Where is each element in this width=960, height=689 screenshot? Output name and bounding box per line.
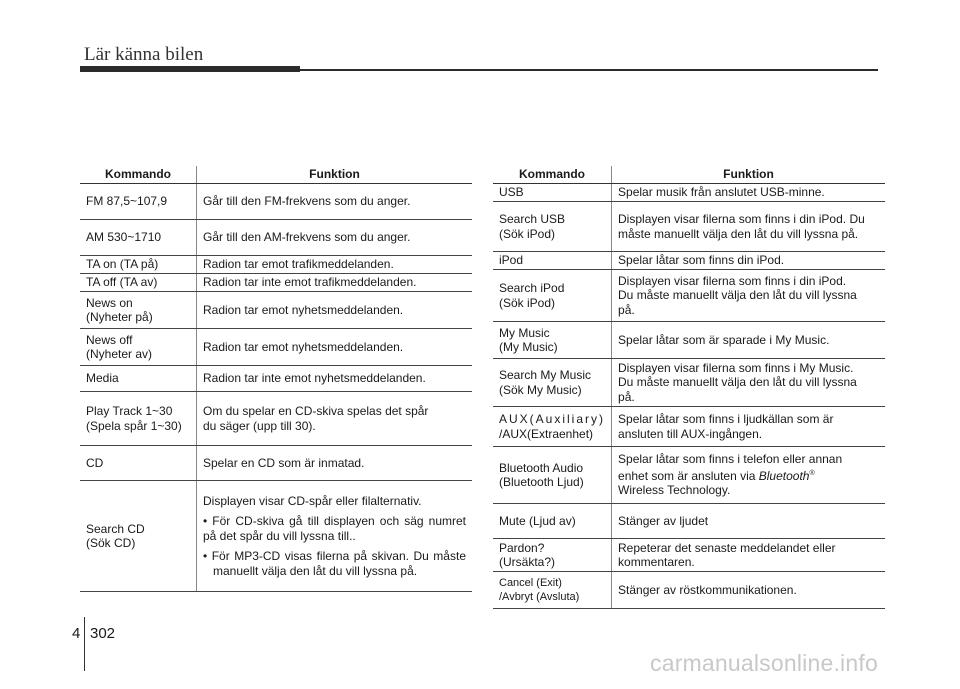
- function-cell: [612, 539, 885, 572]
- function-cell: Stänger av ljudet: [612, 504, 885, 539]
- command-cell: [80, 392, 197, 446]
- function-line: ansluten till AUX-ingången.: [618, 426, 763, 441]
- table-row: [80, 292, 472, 329]
- command-cell: [493, 539, 612, 572]
- command-cell: TA on (TA på): [80, 256, 197, 274]
- command-cell: [80, 329, 197, 366]
- table-row: [80, 446, 472, 481]
- function-line: [618, 467, 879, 484]
- function-cell: [612, 447, 885, 504]
- command-line: (Ursäkta?): [499, 555, 556, 569]
- table-row: [493, 252, 885, 270]
- column-header-command: Kommando: [493, 166, 612, 184]
- table-row: [493, 407, 885, 447]
- command-line: (Sök My Music): [499, 382, 582, 397]
- command-cell: FM 87,5~107,9: [80, 184, 197, 220]
- table-row: [80, 392, 472, 446]
- command-cell: Mute (Ljud av): [493, 504, 612, 539]
- function-cell: [197, 392, 473, 446]
- table-row: [493, 270, 885, 322]
- command-cell: TA off (TA av): [80, 274, 197, 292]
- command-line: (Sök iPod): [499, 226, 556, 241]
- function-line: Displayen visar CD-spår eller filalternativ.: [203, 493, 422, 508]
- function-cell: Radion tar emot nyhetsmeddelanden.: [197, 292, 473, 329]
- command-cell: [493, 572, 612, 609]
- command-line: (Bluetooth Ljud): [499, 475, 584, 489]
- function-cell: Spelar låtar som finns din iPod.: [612, 252, 885, 270]
- function-line: Displayen visar filerna som finns i din iPod. Du: [618, 212, 865, 226]
- bullet-item: • För CD-skiva gå till displayen och säg numret på det spår du vill lyssna till..: [203, 514, 466, 543]
- command-line: Cancel (Exit): [499, 576, 562, 589]
- command-line: Pardon?: [499, 540, 545, 555]
- command-line: Search USB: [499, 212, 566, 226]
- command-cell: [493, 407, 612, 447]
- function-line: på.: [618, 389, 635, 404]
- table-row: [80, 184, 472, 220]
- command-line: /AUX(Extraenhet): [499, 426, 594, 441]
- function-cell: Spelar musik från anslutet USB-minne.: [612, 184, 885, 202]
- footer-divider: [84, 617, 85, 671]
- function-cell: [612, 202, 885, 252]
- command-cell: CD: [80, 446, 197, 481]
- table-row: [493, 572, 885, 609]
- column-header-command: Kommando: [80, 166, 197, 184]
- command-line: (Nyheter på): [86, 310, 153, 324]
- function-line: du säger (upp till 30).: [203, 418, 316, 433]
- command-cell: [493, 359, 612, 407]
- chapter-number: 4: [72, 625, 81, 642]
- command-cell: Media: [80, 366, 197, 392]
- table-row: [80, 366, 472, 392]
- table-row: [493, 322, 885, 359]
- command-cell: [493, 270, 612, 322]
- function-line: Spelar låtar som finns i telefon eller annan: [618, 452, 843, 467]
- command-line: AUX(Auxiliary): [499, 412, 606, 426]
- table-row: [80, 481, 472, 592]
- function-cell: Stänger av röstkommunikationen.: [612, 572, 885, 609]
- table-row: [493, 504, 885, 539]
- command-line: (Nyheter av): [86, 347, 153, 361]
- table-row: [80, 220, 472, 256]
- function-line: Om du spelar en CD-skiva spelas det spår: [203, 404, 429, 418]
- bluetooth-brand: Bluetooth: [758, 468, 810, 483]
- command-line: Bluetooth Audio: [499, 460, 584, 475]
- column-header-function: Funktion: [197, 166, 473, 184]
- command-cell: [493, 202, 612, 252]
- function-cell: Går till den FM-frekvens som du anger.: [197, 184, 473, 220]
- function-cell: Spelar en CD som är inmatad.: [197, 446, 473, 481]
- command-cell: iPod: [493, 252, 612, 270]
- function-cell: Spelar låtar som är sparade i My Music.: [612, 322, 885, 359]
- command-line: News on: [86, 295, 133, 310]
- function-line: Displayen visar filerna som finns i din iPod.: [618, 273, 847, 288]
- watermark: carmanualsonline.info: [650, 650, 878, 676]
- command-cell: [493, 322, 612, 359]
- table-row: [493, 184, 885, 202]
- function-cell: [612, 407, 885, 447]
- page-header-title: Lär känna bilen: [84, 44, 204, 65]
- command-line: Search CD: [86, 521, 145, 536]
- command-line: (My Music): [499, 340, 558, 354]
- command-line: (Sök iPod): [499, 295, 556, 310]
- page-number: 302: [90, 625, 116, 642]
- function-cell: Radion tar emot trafikmeddelanden.: [197, 256, 473, 274]
- command-line: News off: [86, 332, 133, 347]
- voice-command-table-left: [80, 166, 472, 592]
- function-cell: Radion tar inte emot trafikmeddelanden.: [197, 274, 473, 292]
- function-line: Du måste manuellt välja den låt du vill lyssna: [618, 288, 857, 303]
- command-line: Play Track 1~30: [86, 404, 173, 418]
- table-row: [80, 256, 472, 274]
- command-line: Search My Music: [499, 368, 592, 382]
- function-cell: Radion tar emot nyhetsmeddelanden.: [197, 329, 473, 366]
- command-line: /Avbryt (Avsluta): [499, 591, 580, 603]
- function-cell: [197, 481, 473, 592]
- function-line: kommentaren.: [618, 555, 695, 569]
- function-line: Repeterar det senaste meddelandet eller: [618, 540, 836, 555]
- function-line: måste manuellt välja den låt du vill lyssna på.: [618, 226, 859, 241]
- function-line: Displayen visar filerna som finns i My Music.: [618, 360, 854, 375]
- command-cell: USB: [493, 184, 612, 202]
- column-header-function: Funktion: [612, 166, 885, 184]
- function-line: Spelar låtar som finns i ljudkällan som är: [618, 412, 834, 426]
- command-line: (Sök CD): [86, 536, 136, 550]
- function-line: Du måste manuellt välja den låt du vill lyssna: [618, 375, 857, 390]
- function-line: Wireless Technology.: [618, 483, 731, 498]
- header-rule: [300, 69, 878, 71]
- function-cell: [612, 270, 885, 322]
- table-row: [493, 447, 885, 504]
- table-row: [493, 539, 885, 572]
- registered-mark: ®: [809, 469, 815, 477]
- command-line: Search iPod: [499, 281, 565, 295]
- table-row: [80, 274, 472, 292]
- command-cell: [493, 447, 612, 504]
- command-cell: AM 530~1710: [80, 220, 197, 256]
- function-cell: Radion tar inte emot nyhetsmeddelanden.: [197, 366, 473, 392]
- function-text: enhet som är ansluten via: [618, 468, 759, 483]
- table-row: [493, 359, 885, 407]
- function-line: på.: [618, 302, 635, 317]
- command-cell: [80, 481, 197, 592]
- function-cell: Går till den AM-frekvens som du anger.: [197, 220, 473, 256]
- voice-command-table-right: [493, 166, 885, 609]
- command-cell: [80, 292, 197, 329]
- bullet-item: • För MP3-CD visas filerna på skivan. Du måste manuellt välja den låt du vill lyssna på.: [203, 549, 466, 578]
- header-bar: [80, 66, 300, 72]
- command-line: (Spela spår 1~30): [86, 418, 182, 433]
- function-cell: [612, 359, 885, 407]
- command-line: My Music: [499, 325, 550, 340]
- table-row: [80, 329, 472, 366]
- table-row: [493, 202, 885, 252]
